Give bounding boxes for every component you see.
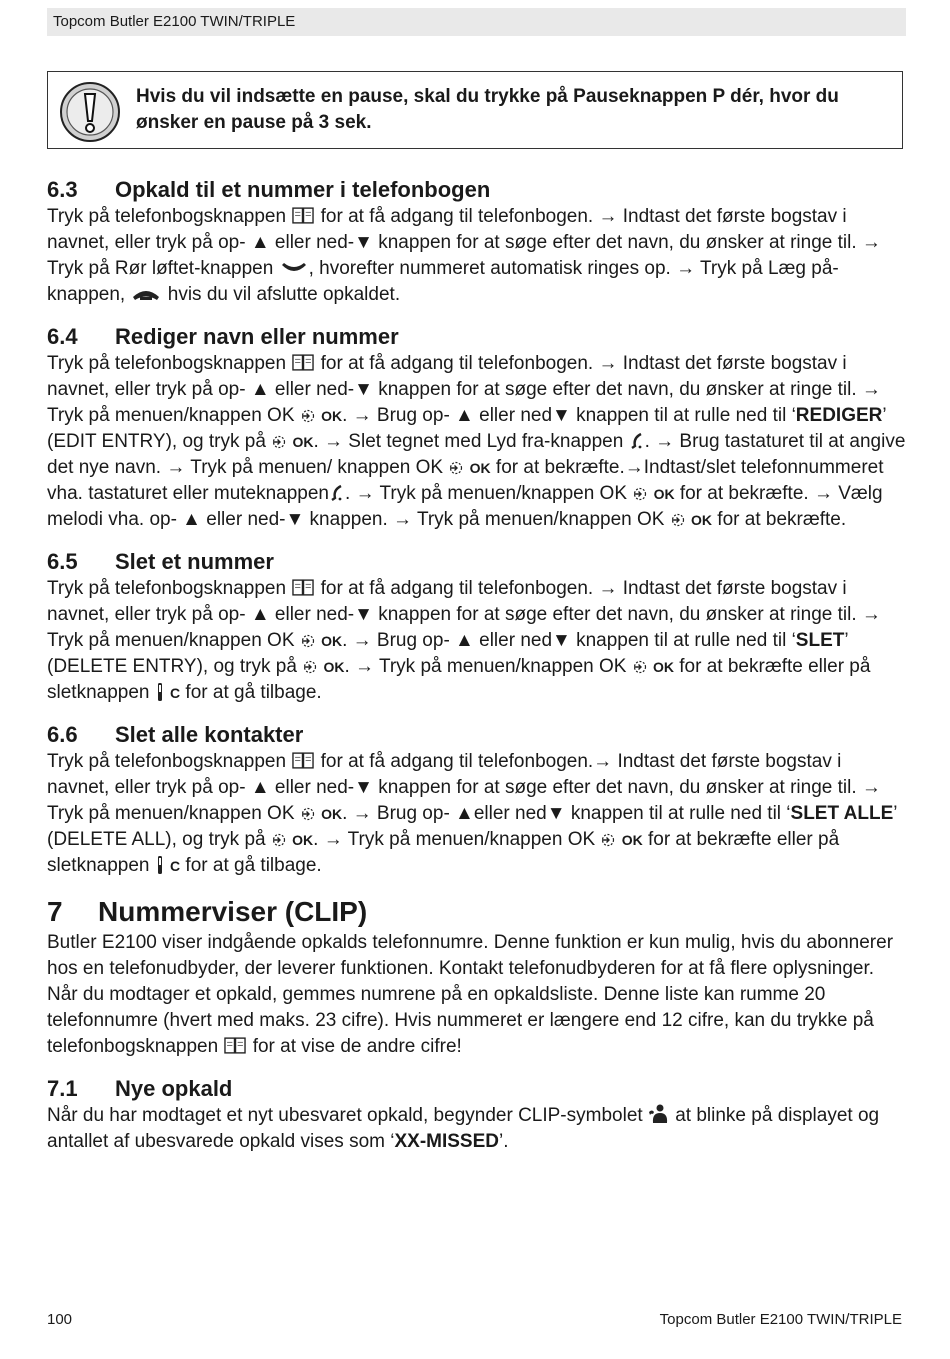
ok-icon (300, 633, 316, 649)
body-text: , hvorefter nummeret automatisk ringes op. → Tryk på Læg på-knappen, (47, 258, 839, 305)
section-number: 6.5 (47, 549, 78, 574)
body-text: . → Tryk på menuen/knappen OK (313, 829, 601, 850)
ok-icon (302, 659, 318, 675)
section-heading (47, 176, 907, 204)
ok-label: OK (292, 434, 314, 450)
off-hook-icon (279, 261, 309, 277)
section-body (47, 930, 907, 1060)
section-body (47, 204, 907, 308)
pause-note-text: Hvis du vil indsætte en pause, skal du trykke på Pauseknappen P dér, hvor du ønsker en pause på 3 sek. (136, 86, 839, 133)
c-label: C (170, 858, 181, 874)
phonebook-icon (291, 353, 315, 372)
body-text: for at få adgang til telefonbogen. → Indtast det første bogstav i navnet, eller tryk på op- ▲ eller ned-▼ knappen for at søge efter det navn, du ønsker at ringe til. → Tryk på menuen/knappen OK (47, 578, 881, 651)
body-text: for at bekræfte eller på sletknappen (47, 656, 871, 703)
body-text: for at bekræfte.→Indtast/slet telefonnummeret vha. tastaturet eller muteknappen (47, 457, 884, 504)
body-text: for at bekræfte eller på sletknappen (47, 829, 840, 876)
body-text: ’ (EDIT ENTRY), og tryk på (47, 405, 886, 452)
body-text: Tryk på telefonbogsknappen (47, 206, 292, 227)
section-number: 7.1 (47, 1076, 78, 1101)
body-text: hvis du vil afslutte opkaldet. (162, 284, 401, 305)
chapter-heading (47, 894, 907, 930)
ok-icon (300, 408, 316, 424)
section-title: Slet et nummer (115, 549, 274, 574)
section-number: 6.4 (47, 324, 78, 349)
delete-icon (155, 681, 165, 703)
body-text: . → Brug tastaturet til at angive det nye navn. → Tryk på menuen/ knappen OK (47, 431, 906, 478)
ok-label: OK (292, 832, 314, 848)
section-7-1 (47, 1075, 907, 1155)
body-text: ’. (499, 1131, 509, 1152)
body-text: . → Tryk på menuen/knappen OK (344, 656, 632, 677)
body-text: . → Slet tegnet med Lyd fra-knappen (313, 431, 629, 452)
section-heading (47, 721, 907, 749)
bold-term: SLET (795, 630, 845, 651)
body-text: for at få adgang til telefonbogen. → Indtast det første bogstav i navnet, eller tryk på op- ▲ eller ned-▼ knappen for at søge efter det navn, du ønsker at ringe til. → Tryk på menuen/knappen OK (47, 353, 881, 426)
body-text: for at gå tilbage. (180, 855, 322, 876)
ok-label: OK (469, 460, 491, 476)
section-number: 6.6 (47, 722, 78, 747)
on-hook-icon (130, 287, 162, 303)
ok-label: OK (653, 659, 674, 675)
section-6-6 (47, 721, 907, 879)
ok-icon (632, 659, 648, 675)
ok-icon (300, 806, 316, 822)
ok-icon (448, 460, 464, 476)
section-7 (47, 894, 907, 1060)
phonebook-icon (291, 578, 315, 597)
ok-label: OK (621, 832, 643, 848)
section-body (47, 576, 907, 706)
body-text: Tryk på telefonbogsknappen (47, 751, 292, 772)
section-6-3 (47, 176, 907, 308)
clip-icon (648, 1103, 670, 1125)
body-text: at blinke på displayet og antallet af ubesvarede opkald vises som ‘ (47, 1105, 880, 1152)
ok-label: OK (691, 512, 713, 528)
pause-note-box (47, 71, 903, 149)
page-header (47, 8, 906, 36)
body-text: . → Brug op- ▲ eller ned▼ knappen til at rulle ned til ‘ (342, 630, 796, 651)
bold-term: SLET ALLE (790, 803, 894, 824)
section-title: Opkald til et nummer i telefonbogen (115, 177, 491, 202)
ok-icon (632, 486, 648, 502)
section-6-5 (47, 548, 907, 706)
body-text: . → Brug op- ▲ eller ned▼ knappen til at rulle ned til ‘ (342, 405, 796, 426)
body-text: Når du har modtaget et nyt ubesvaret opkald, begynder CLIP-symbolet (47, 1105, 648, 1126)
body-text: Butler E2100 viser indgående opkalds telefonnumre. Denne funktion er kun mulig, hvis du abonnerer hos en telefonudbyder, der leverer funktionen. Kontakt telefonudbyderen for at få flere oplysninger. Når du modtager et opkald, gemmes numrene på en opkaldsliste. Denne liste kan rumme 20 telefonnumre (hvert med maks. 23 cifre). Hvis nummeret er længere end 12 cifre, kan du trykke på telefonbogsknappen (47, 932, 894, 1057)
section-number: 6.3 (47, 177, 78, 202)
main-content (47, 176, 907, 1170)
phonebook-icon (223, 1036, 247, 1055)
section-title: Rediger navn eller nummer (115, 324, 399, 349)
body-text: Tryk på telefonbogsknappen (47, 578, 292, 599)
body-text: for at få adgang til telefonbogen.→ Indtast det første bogstav i navnet, eller tryk på op- ▲ eller ned-▼ knappen for at søge efter det navn, du ønsker at ringe til. → Tryk på menuen/knappen OK (47, 751, 881, 824)
ok-icon (600, 832, 616, 848)
section-title: Slet alle kontakter (115, 722, 304, 747)
header-title: Topcom Butler E2100 TWIN/TRIPLE (53, 13, 296, 30)
page-number: 100 (47, 1311, 73, 1328)
warning-icon (59, 81, 121, 143)
mute-icon (629, 432, 645, 450)
section-6-4 (47, 323, 907, 533)
mute-icon (329, 484, 345, 502)
ok-label: OK (653, 486, 675, 502)
body-text: . → Tryk på menuen/knappen OK (345, 483, 633, 504)
ok-label: OK (321, 633, 343, 649)
body-text: for at gå tilbage. (180, 682, 322, 703)
section-body (47, 1103, 907, 1155)
ok-label: OK (321, 408, 343, 424)
delete-icon (155, 854, 165, 876)
section-body (47, 749, 907, 879)
phonebook-icon (291, 206, 315, 225)
section-heading (47, 323, 907, 351)
ok-icon (271, 434, 287, 450)
body-text: for at vise de andre cifre! (247, 1036, 462, 1057)
body-text: for at bekræfte. (712, 509, 847, 530)
footer-title: Topcom Butler E2100 TWIN/TRIPLE (659, 1311, 902, 1328)
bold-term: XX-MISSED (394, 1131, 500, 1152)
ok-label: OK (323, 659, 345, 675)
body-text: for at bekræfte. → Vælg melodi vha. op- ▲ eller ned-▼ knappen. → Tryk på menuen/knappen OK (47, 483, 883, 530)
ok-icon (271, 832, 287, 848)
body-text: . → Brug op- ▲eller ned▼ knappen til at rulle ned til ‘ (342, 803, 791, 824)
body-text: ’ (DELETE ALL), og tryk på (47, 803, 897, 850)
section-heading (47, 1075, 907, 1103)
c-label: C (170, 685, 181, 701)
ok-icon (670, 512, 686, 528)
bold-term: REDIGER (795, 405, 883, 426)
chapter-number: 7 (47, 896, 63, 927)
body-text: for at få adgang til telefonbogen. → Indtast det første bogstav i navnet, eller tryk på op- ▲ eller ned-▼ knappen for at søge efter det navn, du ønsker at ringe til. → Tryk på Rør løftet-knappen (47, 206, 881, 279)
ok-label: OK (321, 806, 343, 822)
chapter-title: Nummerviser (CLIP) (98, 896, 368, 927)
phonebook-icon (291, 751, 315, 770)
body-text: ’ (DELETE ENTRY), og tryk på (47, 630, 848, 677)
section-title: Nye opkald (115, 1076, 233, 1101)
body-text: Tryk på telefonbogsknappen (47, 353, 292, 374)
section-body (47, 351, 907, 533)
section-heading (47, 548, 907, 576)
